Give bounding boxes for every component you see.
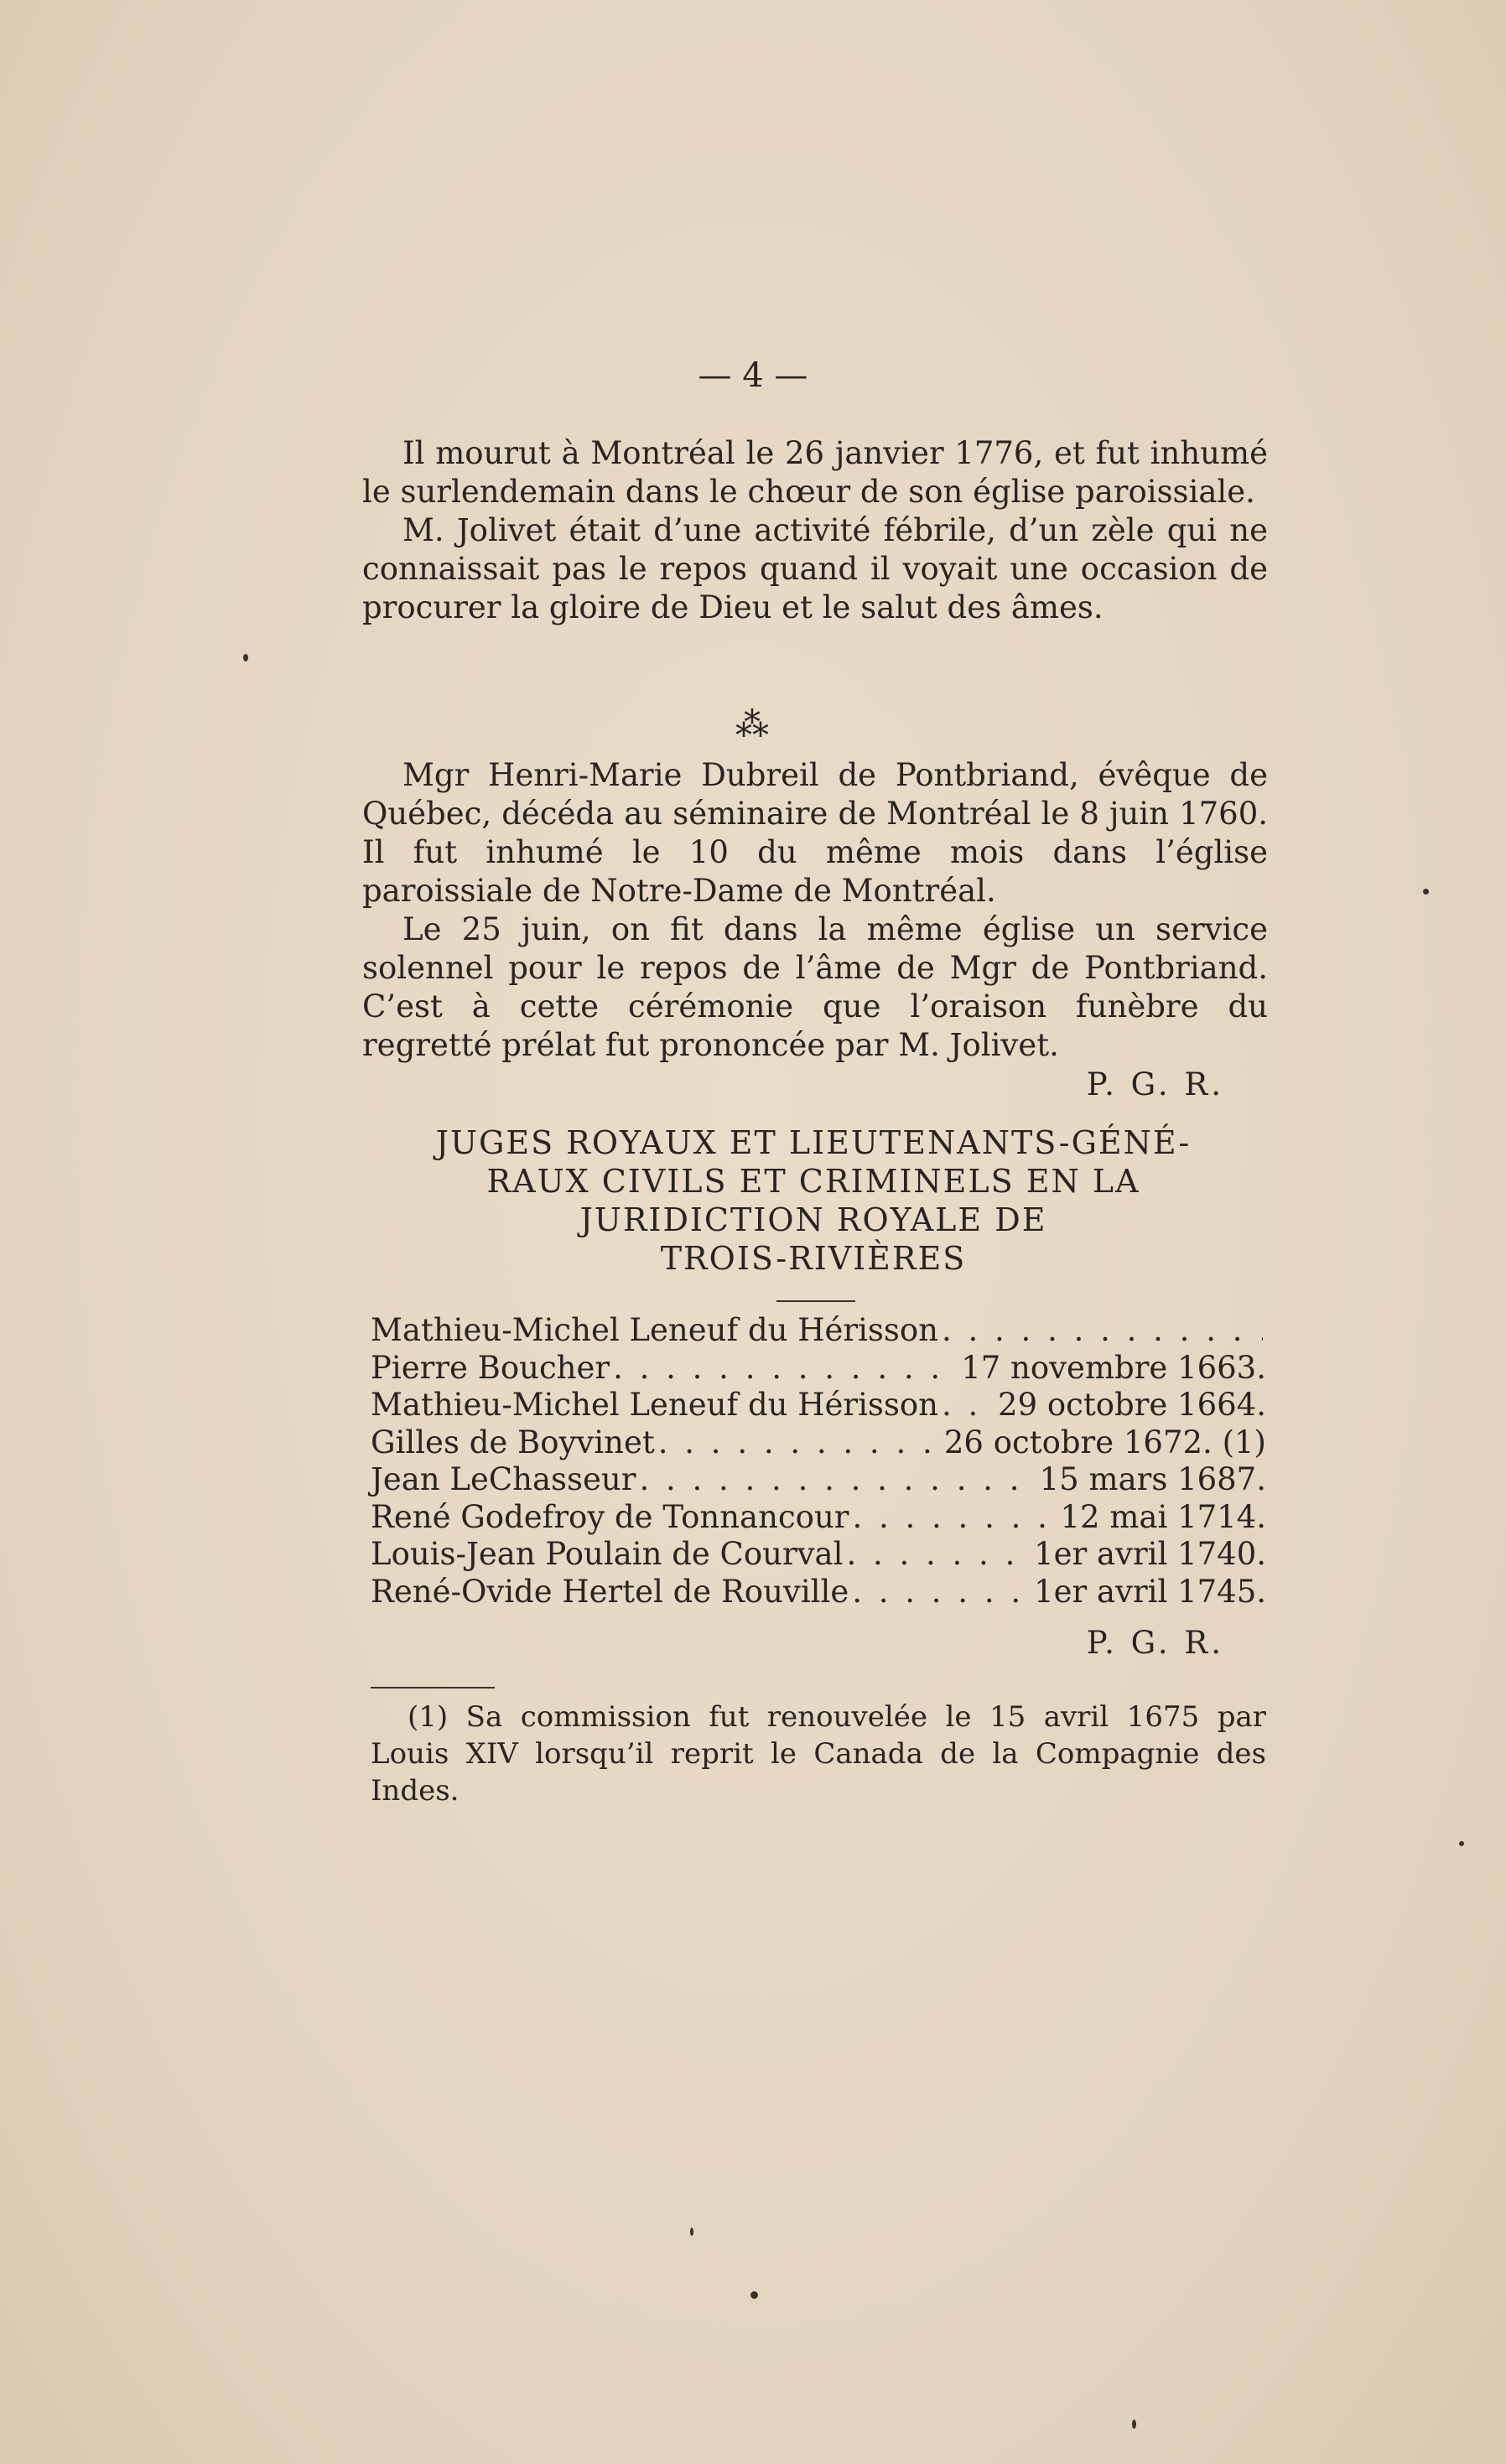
list-item bbox=[371, 1461, 1266, 1499]
asterism: ⁂ bbox=[735, 706, 771, 744]
paragraph bbox=[362, 910, 1268, 1065]
dot-leader bbox=[658, 1424, 941, 1462]
paragraph bbox=[362, 756, 1268, 910]
judge-date: 15 mars 1687. bbox=[1039, 1461, 1266, 1497]
judge-date: 1er avril 1745. bbox=[1034, 1573, 1266, 1610]
dot-leader bbox=[613, 1350, 958, 1388]
footnote-text: (1) Sa commission fut renouvelée le 15 avril 1675 par Louis XIV lorsqu’il reprit le Canada de la Compagnie des Indes. bbox=[371, 1700, 1266, 1808]
judges-list bbox=[371, 1312, 1266, 1611]
paper-speck bbox=[750, 2291, 758, 2299]
judge-name: Jean LeChasseur bbox=[371, 1461, 636, 1497]
judge-date: 26 octobre 1672. (1) bbox=[943, 1424, 1266, 1460]
section-heading-line: JUGES ROYAUX ET LIEUTENANTS-GÉNÉ- bbox=[435, 1124, 1192, 1161]
dot-leader bbox=[639, 1461, 1036, 1499]
paper-speck bbox=[243, 654, 248, 661]
paper-speck bbox=[1423, 889, 1429, 895]
page-number: — 4 — bbox=[698, 356, 808, 395]
judge-date: 1er avril 1740. bbox=[1034, 1536, 1266, 1572]
judge-name: René-Ovide Hertel de Rouville bbox=[371, 1573, 849, 1610]
paragraph bbox=[362, 511, 1268, 627]
paragraph-text: M. Jolivet était d’une activité fébrile, d’un zèle qui ne connaissait pas le repos quand il voyait une occasion de procurer la gloire de Dieu et le salut des âmes. bbox=[362, 512, 1268, 625]
dot-leader bbox=[942, 1387, 994, 1424]
judge-date: 17 novembre 1663. bbox=[961, 1349, 1266, 1386]
section-heading-line: RAUX CIVILS ET CRIMINELS EN LA bbox=[486, 1163, 1140, 1200]
judge-name: Pierre Boucher bbox=[371, 1349, 610, 1386]
list-item bbox=[371, 1312, 1266, 1350]
judge-name: Mathieu-Michel Leneuf du Hérisson bbox=[371, 1312, 938, 1348]
paper-speck bbox=[1459, 1841, 1464, 1846]
dot-leader bbox=[852, 1499, 1057, 1537]
judge-date: 12 mai 1714. bbox=[1060, 1498, 1266, 1535]
obituary-jolivet bbox=[362, 434, 1268, 627]
section-divider bbox=[776, 1300, 855, 1302]
footnote-divider bbox=[371, 1687, 495, 1688]
footnote bbox=[371, 1699, 1266, 1809]
dot-leader bbox=[942, 1312, 1263, 1350]
dot-leader bbox=[846, 1536, 1031, 1574]
list-item bbox=[371, 1574, 1266, 1611]
list-item bbox=[371, 1350, 1266, 1388]
author-signature: P. G. R. bbox=[1086, 1066, 1224, 1102]
judge-name: Mathieu-Michel Leneuf du Hérisson bbox=[371, 1387, 938, 1423]
paragraph bbox=[362, 434, 1268, 511]
list-item bbox=[371, 1387, 1266, 1424]
dot-leader bbox=[852, 1574, 1031, 1611]
judge-name: Louis-Jean Poulain de Courval bbox=[371, 1536, 844, 1572]
list-item bbox=[371, 1499, 1266, 1537]
paragraph-text: Il mourut à Montréal le 26 janvier 1776, et fut inhumé le surlendemain dans le chœur de son église paroissiale. bbox=[362, 435, 1268, 510]
paper-speck bbox=[690, 2228, 693, 2236]
list-item bbox=[371, 1424, 1266, 1462]
paragraph-text: Le 25 juin, on fit dans la même église un service solennel pour le repos de l’âme de Mgr de Pontbriand. C’est à cette cérémonie que l’oraison funèbre du regretté prélat fut prononcée par M. Jolivet. bbox=[362, 911, 1268, 1063]
judge-name: Gilles de Boyvinet bbox=[371, 1424, 655, 1460]
paper-speck bbox=[1132, 2420, 1136, 2429]
obituary-pontbriand bbox=[362, 756, 1268, 1065]
paragraph-text: Mgr Henri-Marie Dubreil de Pontbriand, évêque de Québec, décéda au séminaire de Montréal le 8 juin 1760. Il fut inhumé le 10 du même mois dans l’église paroissiale de Notre-Dame de Montréal. bbox=[362, 757, 1268, 909]
judge-date: 29 octobre 1664. bbox=[998, 1387, 1266, 1423]
section-heading-line: TROIS-RIVIÈRES bbox=[660, 1240, 967, 1277]
judge-name: René Godefroy de Tonnancour bbox=[371, 1498, 849, 1535]
section-heading-line: JURIDICTION ROYALE DE bbox=[579, 1201, 1047, 1238]
list-item bbox=[371, 1536, 1266, 1574]
author-signature: P. G. R. bbox=[1086, 1625, 1224, 1661]
